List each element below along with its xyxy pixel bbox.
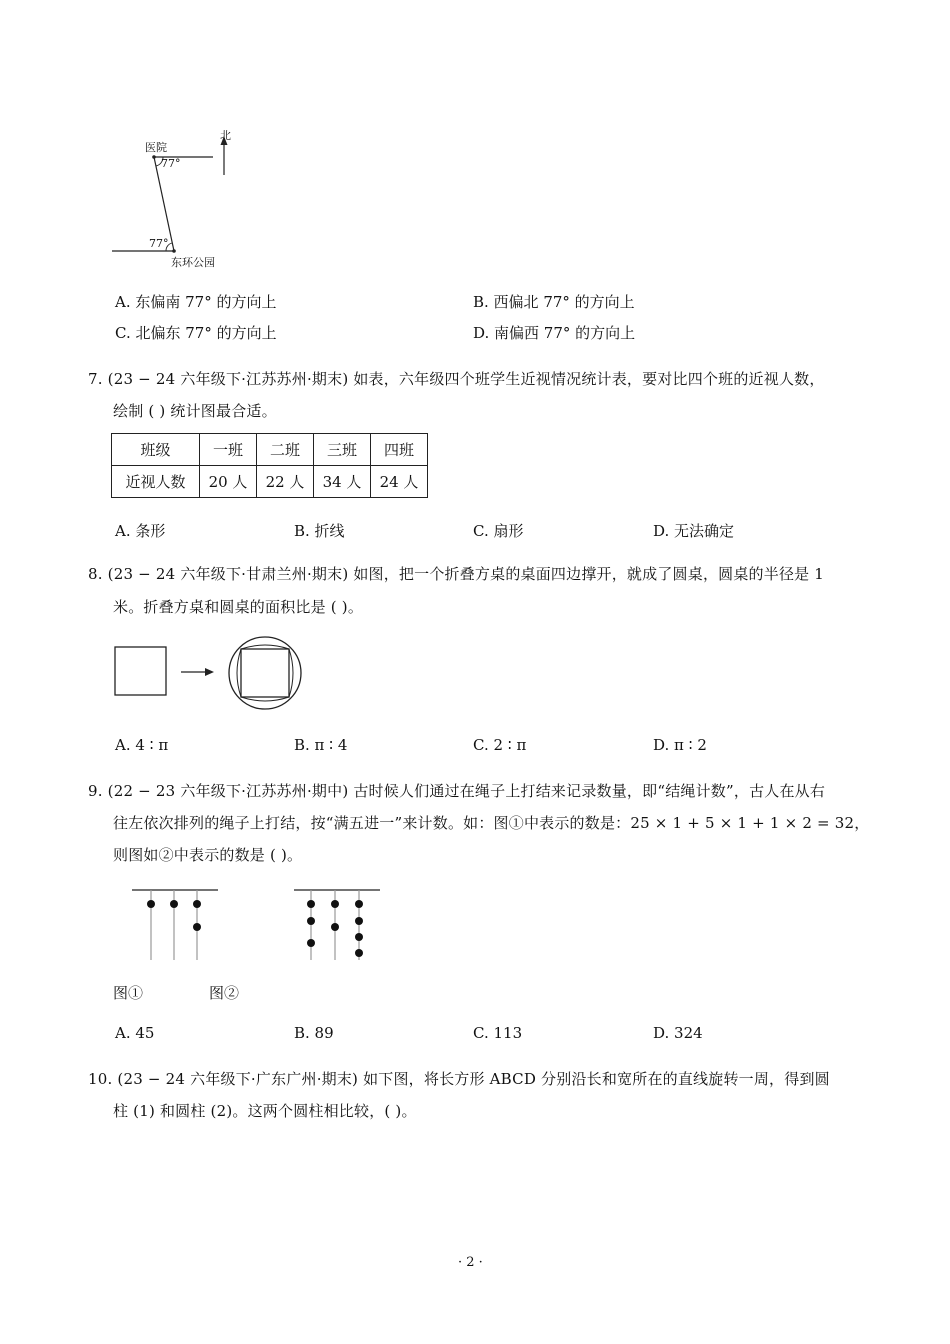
q10-text-line1: 10. (23 − 24 六年级下·广东广州·期末) 如下图，将长方形 ABCD 分别沿长和宽所在的直线旋转一周，得到圆 <box>88 1070 830 1088</box>
angle-label-bottom: 77° <box>149 237 169 250</box>
q9-option-b: B. 89 <box>294 1024 334 1042</box>
hospital-label: 医院 <box>145 141 167 154</box>
q8-option-c: C. 2 ∶ π <box>473 736 527 754</box>
park-label: 东环公园 <box>171 256 215 269</box>
angle-label-top: 77° <box>161 157 181 170</box>
table-cell: 近视人数 <box>112 466 200 498</box>
q7-option-a: A. 条形 <box>115 522 166 540</box>
q9-text-line3: 则图如②中表示的数是 ( )。 <box>113 846 303 864</box>
q9-text-line1: 9. (22 − 23 六年级下·江苏苏州·期中) 古时候人们通过在绳子上打结来记录数量，即“结绳计数”，古人在从右 <box>88 782 826 800</box>
table-cell: 一班 <box>200 434 257 466</box>
table-cell: 班级 <box>112 434 200 466</box>
table-cell: 二班 <box>257 434 314 466</box>
q7-option-b: B. 折线 <box>294 522 345 540</box>
q6-option-d: D. 南偏西 77° 的方向上 <box>473 324 636 342</box>
q7-text-line2: 绘制 ( ) 统计图最合适。 <box>113 402 277 420</box>
q6-option-c: C. 北偏东 77° 的方向上 <box>115 324 277 342</box>
q9-text-line2: 往左依次排列的绳子上打结，按“满五进一”来计数。如：图①中表示的数是：25 × 1 + 5 × 1 + 1 × 2 = 32， <box>113 814 870 832</box>
q7-text-line1: 7. (23 − 24 六年级下·江苏苏州·期末) 如表，六年级四个班学生近视情况统计表，要对比四个班的近视人数， <box>88 370 825 388</box>
q7-option-c: C. 扇形 <box>473 522 524 540</box>
q9-option-d: D. 324 <box>653 1024 703 1042</box>
q8-option-a: A. 4 ∶ π <box>115 736 169 754</box>
table-cell: 20 人 <box>200 466 257 498</box>
q8-option-d: D. π ∶ 2 <box>653 736 707 754</box>
table-cell: 34 人 <box>314 466 371 498</box>
q10-text-line2: 柱 (1) 和圆柱 (2)。这两个圆柱相比较，( )。 <box>113 1102 417 1120</box>
figure-1-label: 图① <box>113 984 144 1002</box>
q8-text-line2: 米。折叠方桌和圆桌的面积比是 ( )。 <box>113 598 364 616</box>
table-cell: 22 人 <box>257 466 314 498</box>
table-cell: 24 人 <box>371 466 428 498</box>
table-cell: 三班 <box>314 434 371 466</box>
page-number: · 2 · <box>458 1255 483 1270</box>
q9-option-c: C. 113 <box>473 1024 523 1042</box>
q9-option-a: A. 45 <box>115 1024 155 1042</box>
north-label: 北 <box>220 129 231 142</box>
q6-option-b: B. 西偏北 77° 的方向上 <box>473 293 635 311</box>
q7-option-d: D. 无法确定 <box>653 522 735 540</box>
figure-2-label: 图② <box>209 984 240 1002</box>
q8-text-line1: 8. (23 − 24 六年级下·甘肃兰州·期末) 如图，把一个折叠方桌的桌面四边撑开，就成了圆桌，圆桌的半径是 1 <box>88 565 825 583</box>
q6-option-a: A. 东偏南 77° 的方向上 <box>115 293 277 311</box>
q8-option-b: B. π ∶ 4 <box>294 736 348 754</box>
table-cell: 四班 <box>371 434 428 466</box>
